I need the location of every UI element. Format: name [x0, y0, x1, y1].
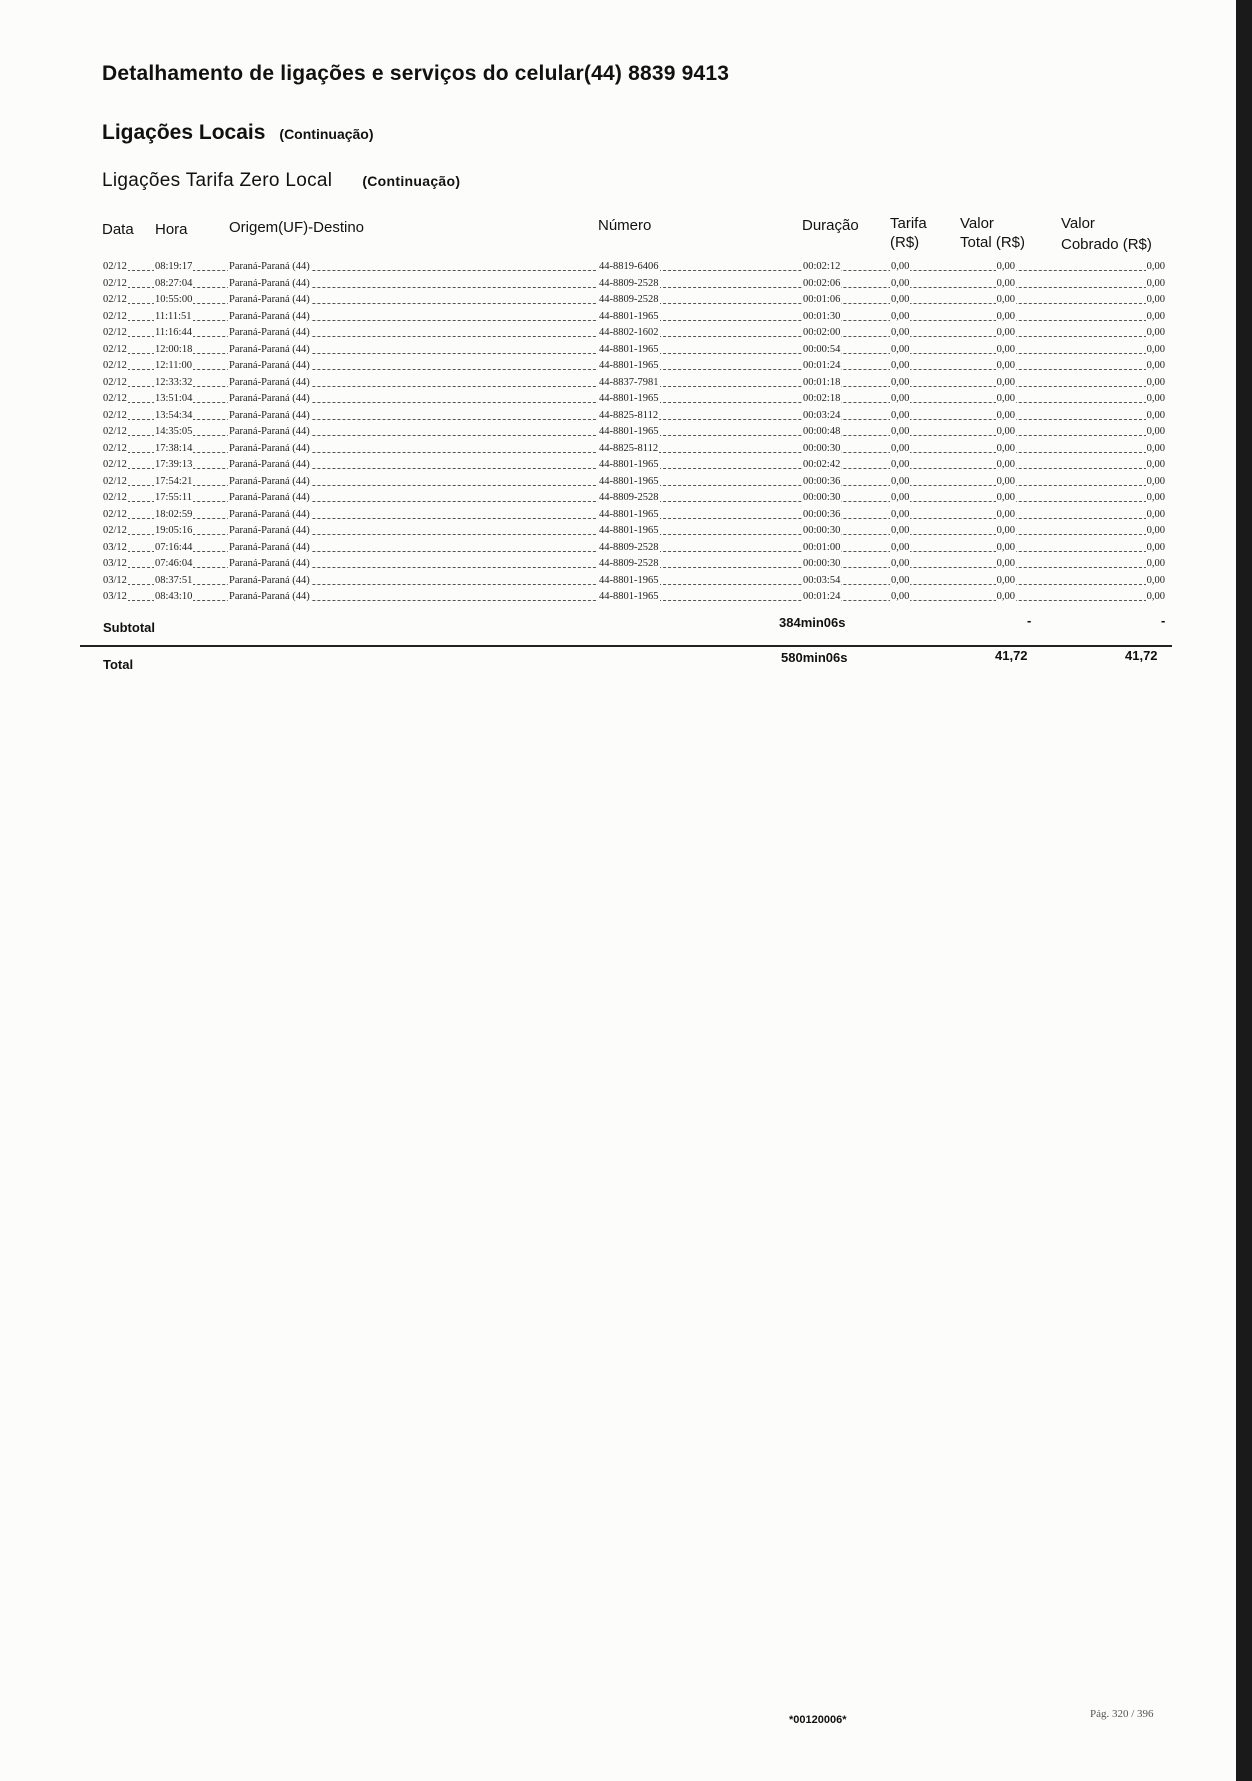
cell-valor-cobrado: 0,00	[1146, 294, 1165, 305]
cell-time: 07:16:44	[155, 541, 193, 553]
cell-origin: Paraná-Paraná (44)	[229, 393, 310, 404]
cell-date: 02/12	[103, 475, 127, 487]
table-row	[102, 310, 1166, 327]
cell-valor-cobrado: 0,00	[1146, 343, 1165, 355]
cell-date: 02/12	[103, 327, 127, 338]
cell-date: 02/12	[103, 525, 127, 536]
cell-valor-cobrado: 0,00	[1146, 426, 1165, 437]
cell-valor-total: 0,00	[996, 393, 1015, 404]
header-valor-cobrado	[1061, 214, 1152, 254]
cell-time: 08:27:04	[155, 277, 193, 289]
cell-tarifa: 0,00	[891, 327, 910, 338]
cell-date: 02/12	[103, 393, 127, 404]
cell-valor-cobrado: 0,00	[1146, 393, 1165, 404]
section-label: Ligações Locais	[102, 121, 266, 144]
cell-tarifa: 0,00	[891, 393, 910, 404]
cell-valor-total: 0,00	[996, 574, 1015, 586]
document-barcode-text: *00120006*	[789, 1714, 847, 1726]
cell-valor-total: 0,00	[996, 492, 1015, 503]
cell-tarifa: 0,00	[891, 376, 910, 388]
cell-number: 44-8801-1965	[599, 525, 659, 536]
cell-valor-total: 0,00	[996, 558, 1015, 569]
cell-valor-cobrado: 0,00	[1146, 442, 1165, 454]
cell-time: 11:16:44	[155, 327, 192, 338]
cell-origin: Paraná-Paraná (44)	[229, 294, 310, 305]
cell-tarifa: 0,00	[891, 541, 910, 553]
cell-valor-total: 0,00	[996, 343, 1015, 355]
total-valor-total: 41,72	[995, 648, 1028, 663]
cell-time: 10:55:00	[155, 294, 193, 305]
cell-valor-cobrado: 0,00	[1146, 376, 1165, 388]
cell-valor-cobrado: 0,00	[1146, 541, 1165, 553]
table-row	[102, 557, 1166, 574]
section-continuation: (Continuação)	[279, 126, 374, 142]
cell-valor-total: 0,00	[996, 508, 1015, 520]
cell-duration: 00:00:30	[803, 442, 841, 454]
cell-number: 44-8801-1965	[599, 310, 659, 322]
header-valor-cobrado-line2: Cobrado (R$)	[1061, 236, 1152, 253]
table-row	[102, 491, 1166, 508]
cell-number: 44-8819-6406	[599, 261, 659, 272]
cell-origin: Paraná-Paraná (44)	[229, 459, 310, 470]
cell-tarifa: 0,00	[891, 261, 910, 272]
table-row	[102, 343, 1166, 360]
cell-valor-total: 0,00	[996, 475, 1015, 487]
cell-date: 02/12	[103, 277, 127, 289]
cell-date: 03/12	[103, 558, 127, 569]
cell-time: 12:11:00	[155, 360, 192, 371]
cell-number: 44-8801-1965	[599, 574, 659, 586]
cell-time: 17:54:21	[155, 475, 193, 487]
table-row	[102, 392, 1166, 409]
cell-origin: Paraná-Paraná (44)	[229, 574, 310, 586]
table-row	[102, 425, 1166, 442]
calls-table	[102, 260, 1166, 607]
cell-valor-total: 0,00	[996, 459, 1015, 470]
cell-time: 12:33:32	[155, 376, 193, 388]
cell-tarifa: 0,00	[891, 492, 910, 503]
cell-time: 12:00:18	[155, 343, 193, 355]
cell-tarifa: 0,00	[891, 409, 910, 421]
subsection-continuation: (Continuação)	[362, 173, 461, 189]
cell-valor-cobrado: 0,00	[1146, 591, 1165, 602]
cell-valor-total: 0,00	[996, 261, 1015, 272]
cell-valor-total: 0,00	[996, 591, 1015, 602]
cell-valor-total: 0,00	[996, 541, 1015, 553]
header-valor-total	[960, 214, 1025, 252]
cell-valor-total: 0,00	[996, 426, 1015, 437]
total-label: Total	[103, 657, 134, 672]
cell-duration: 00:02:00	[803, 327, 841, 338]
cell-duration: 00:00:36	[803, 475, 841, 487]
cell-number: 44-8801-1965	[599, 360, 659, 371]
cell-time: 07:46:04	[155, 558, 193, 569]
cell-number: 44-8801-1965	[599, 426, 659, 437]
cell-duration: 00:01:06	[803, 294, 841, 305]
cell-valor-total: 0,00	[996, 409, 1015, 421]
table-row	[102, 574, 1166, 591]
page-title: Detalhamento de ligações e serviços do celular(44) 8839 9413	[102, 62, 730, 85]
header-origem: Origem(UF)-Destino	[229, 219, 365, 236]
cell-tarifa: 0,00	[891, 426, 910, 437]
cell-duration: 00:00:36	[803, 508, 841, 520]
cell-valor-cobrado: 0,00	[1146, 277, 1165, 289]
cell-number: 44-8801-1965	[599, 591, 659, 602]
cell-duration: 00:01:00	[803, 541, 841, 553]
cell-origin: Paraná-Paraná (44)	[229, 508, 310, 520]
cell-tarifa: 0,00	[891, 277, 910, 289]
cell-origin: Paraná-Paraná (44)	[229, 475, 310, 487]
cell-origin: Paraná-Paraná (44)	[229, 310, 310, 322]
cell-time: 14:35:05	[155, 426, 193, 437]
table-row	[102, 376, 1166, 393]
cell-time: 08:19:17	[155, 261, 193, 272]
subsection-label: Ligações Tarifa Zero Local	[102, 170, 333, 191]
cell-time: 17:38:14	[155, 442, 193, 454]
cell-valor-total: 0,00	[996, 525, 1015, 536]
cell-date: 02/12	[103, 261, 127, 272]
cell-duration: 00:03:24	[803, 409, 841, 421]
subtotal-valor-total: -	[1027, 613, 1032, 628]
cell-time: 08:37:51	[155, 574, 193, 586]
cell-time: 13:54:34	[155, 409, 193, 421]
cell-origin: Paraná-Paraná (44)	[229, 261, 310, 272]
cell-number: 44-8809-2528	[599, 294, 659, 305]
cell-date: 02/12	[103, 492, 127, 503]
cell-date: 02/12	[103, 508, 127, 520]
table-row	[102, 326, 1166, 343]
cell-number: 44-8825-8112	[599, 442, 659, 454]
cell-time: 17:39:13	[155, 459, 193, 470]
total-duration: 580min06s	[781, 650, 848, 665]
cell-origin: Paraná-Paraná (44)	[229, 360, 310, 371]
cell-time: 13:51:04	[155, 393, 193, 404]
cell-origin: Paraná-Paraná (44)	[229, 343, 310, 355]
cell-date: 03/12	[103, 591, 127, 602]
cell-valor-cobrado: 0,00	[1146, 459, 1165, 470]
subtotal-valor-cobrado: -	[1161, 613, 1166, 628]
subtotal-label: Subtotal	[103, 620, 155, 635]
cell-valor-total: 0,00	[996, 277, 1015, 289]
cell-valor-cobrado: 0,00	[1146, 310, 1165, 322]
cell-number: 44-8801-1965	[599, 459, 659, 470]
cell-origin: Paraná-Paraná (44)	[229, 558, 310, 569]
cell-date: 03/12	[103, 574, 127, 586]
cell-number: 44-8801-1965	[599, 475, 659, 487]
header-tarifa-line2: (R$)	[890, 234, 920, 251]
cell-duration: 00:03:54	[803, 574, 841, 586]
cell-valor-cobrado: 0,00	[1146, 360, 1165, 371]
cell-origin: Paraná-Paraná (44)	[229, 277, 310, 289]
cell-duration: 00:01:24	[803, 591, 841, 602]
cell-date: 02/12	[103, 376, 127, 388]
cell-tarifa: 0,00	[891, 442, 910, 454]
table-row	[102, 260, 1166, 277]
cell-time: 19:05:16	[155, 525, 193, 536]
cell-date: 02/12	[103, 409, 127, 421]
cell-tarifa: 0,00	[891, 294, 910, 305]
cell-duration: 00:01:24	[803, 360, 841, 371]
cell-duration: 00:01:30	[803, 310, 841, 322]
cell-duration: 00:01:18	[803, 376, 841, 388]
cell-date: 02/12	[103, 310, 127, 322]
cell-time: 11:11:51	[155, 310, 192, 322]
cell-number: 44-8801-1965	[599, 508, 659, 520]
cell-number: 44-8801-1965	[599, 343, 659, 355]
cell-duration: 00:00:54	[803, 343, 841, 355]
cell-duration: 00:02:06	[803, 277, 841, 289]
cell-origin: Paraná-Paraná (44)	[229, 376, 310, 388]
cell-tarifa: 0,00	[891, 310, 910, 322]
cell-valor-total: 0,00	[996, 442, 1015, 454]
table-row	[102, 409, 1166, 426]
cell-valor-total: 0,00	[996, 360, 1015, 371]
cell-tarifa: 0,00	[891, 558, 910, 569]
cell-duration: 00:00:48	[803, 426, 841, 437]
header-valor-total-line1: Valor	[960, 215, 994, 232]
cell-origin: Paraná-Paraná (44)	[229, 541, 310, 553]
cell-valor-total: 0,00	[996, 327, 1015, 338]
cell-valor-total: 0,00	[996, 294, 1015, 305]
cell-valor-cobrado: 0,00	[1146, 261, 1165, 272]
cell-valor-cobrado: 0,00	[1146, 508, 1165, 520]
cell-date: 03/12	[103, 541, 127, 553]
cell-origin: Paraná-Paraná (44)	[229, 591, 310, 602]
cell-origin: Paraná-Paraná (44)	[229, 426, 310, 437]
cell-tarifa: 0,00	[891, 475, 910, 487]
cell-origin: Paraná-Paraná (44)	[229, 492, 310, 503]
table-row	[102, 442, 1166, 459]
cell-tarifa: 0,00	[891, 360, 910, 371]
subtotal-duration: 384min06s	[779, 615, 846, 630]
cell-tarifa: 0,00	[891, 508, 910, 520]
header-data: Data	[102, 221, 134, 238]
table-row	[102, 277, 1166, 294]
header-tarifa	[890, 214, 927, 252]
cell-tarifa: 0,00	[891, 574, 910, 586]
table-row	[102, 524, 1166, 541]
cell-tarifa: 0,00	[891, 525, 910, 536]
cell-number: 44-8802-1602	[599, 327, 659, 338]
cell-time: 08:43:10	[155, 591, 193, 602]
header-numero: Número	[598, 217, 652, 234]
table-row	[102, 359, 1166, 376]
table-row	[102, 590, 1166, 607]
cell-valor-total: 0,00	[996, 376, 1015, 388]
cell-duration: 00:00:30	[803, 492, 841, 503]
cell-valor-cobrado: 0,00	[1146, 475, 1165, 487]
table-row	[102, 475, 1166, 492]
cell-valor-cobrado: 0,00	[1146, 525, 1165, 536]
cell-origin: Paraná-Paraná (44)	[229, 442, 310, 454]
cell-number: 44-8809-2528	[599, 558, 659, 569]
cell-valor-cobrado: 0,00	[1146, 558, 1165, 569]
cell-number: 44-8809-2528	[599, 277, 659, 289]
header-valor-cobrado-line1: Valor	[1061, 215, 1095, 232]
cell-date: 02/12	[103, 426, 127, 437]
cell-origin: Paraná-Paraná (44)	[229, 409, 310, 421]
cell-date: 02/12	[103, 343, 127, 355]
cell-date: 02/12	[103, 442, 127, 454]
cell-number: 44-8801-1965	[599, 393, 659, 404]
cell-number: 44-8837-7981	[599, 376, 659, 388]
header-hora: Hora	[155, 221, 188, 238]
cell-time: 18:02:59	[155, 508, 193, 520]
cell-duration: 00:02:42	[803, 459, 841, 470]
total-valor-cobrado: 41,72	[1125, 648, 1158, 663]
table-row	[102, 293, 1166, 310]
cell-tarifa: 0,00	[891, 591, 910, 602]
table-row	[102, 458, 1166, 475]
subsection-title	[102, 170, 460, 192]
total-divider	[80, 645, 1172, 647]
cell-duration: 00:02:18	[803, 393, 841, 404]
cell-date: 02/12	[103, 459, 127, 470]
cell-origin: Paraná-Paraná (44)	[229, 327, 310, 338]
header-valor-total-line2: Total (R$)	[960, 234, 1026, 251]
cell-tarifa: 0,00	[891, 459, 910, 470]
cell-valor-cobrado: 0,00	[1146, 574, 1165, 586]
cell-duration: 00:02:12	[803, 261, 841, 272]
table-row	[102, 508, 1166, 525]
cell-origin: Paraná-Paraná (44)	[229, 525, 310, 536]
cell-valor-cobrado: 0,00	[1146, 409, 1165, 421]
cell-duration: 00:00:30	[803, 558, 841, 569]
cell-valor-cobrado: 0,00	[1146, 492, 1165, 503]
cell-duration: 00:00:30	[803, 525, 841, 536]
table-row	[102, 541, 1166, 558]
header-duracao: Duração	[802, 217, 859, 234]
header-tarifa-line1: Tarifa	[890, 215, 927, 232]
cell-date: 02/12	[103, 360, 127, 371]
page-number: Pág. 320 / 396	[1090, 1708, 1154, 1720]
cell-valor-total: 0,00	[996, 310, 1015, 322]
cell-valor-cobrado: 0,00	[1146, 327, 1165, 338]
section-title	[102, 121, 374, 145]
cell-date: 02/12	[103, 294, 127, 305]
cell-number: 44-8809-2528	[599, 492, 659, 503]
cell-tarifa: 0,00	[891, 343, 910, 355]
cell-number: 44-8809-2528	[599, 541, 659, 553]
cell-number: 44-8825-8112	[599, 409, 659, 421]
cell-time: 17:55:11	[155, 492, 192, 503]
